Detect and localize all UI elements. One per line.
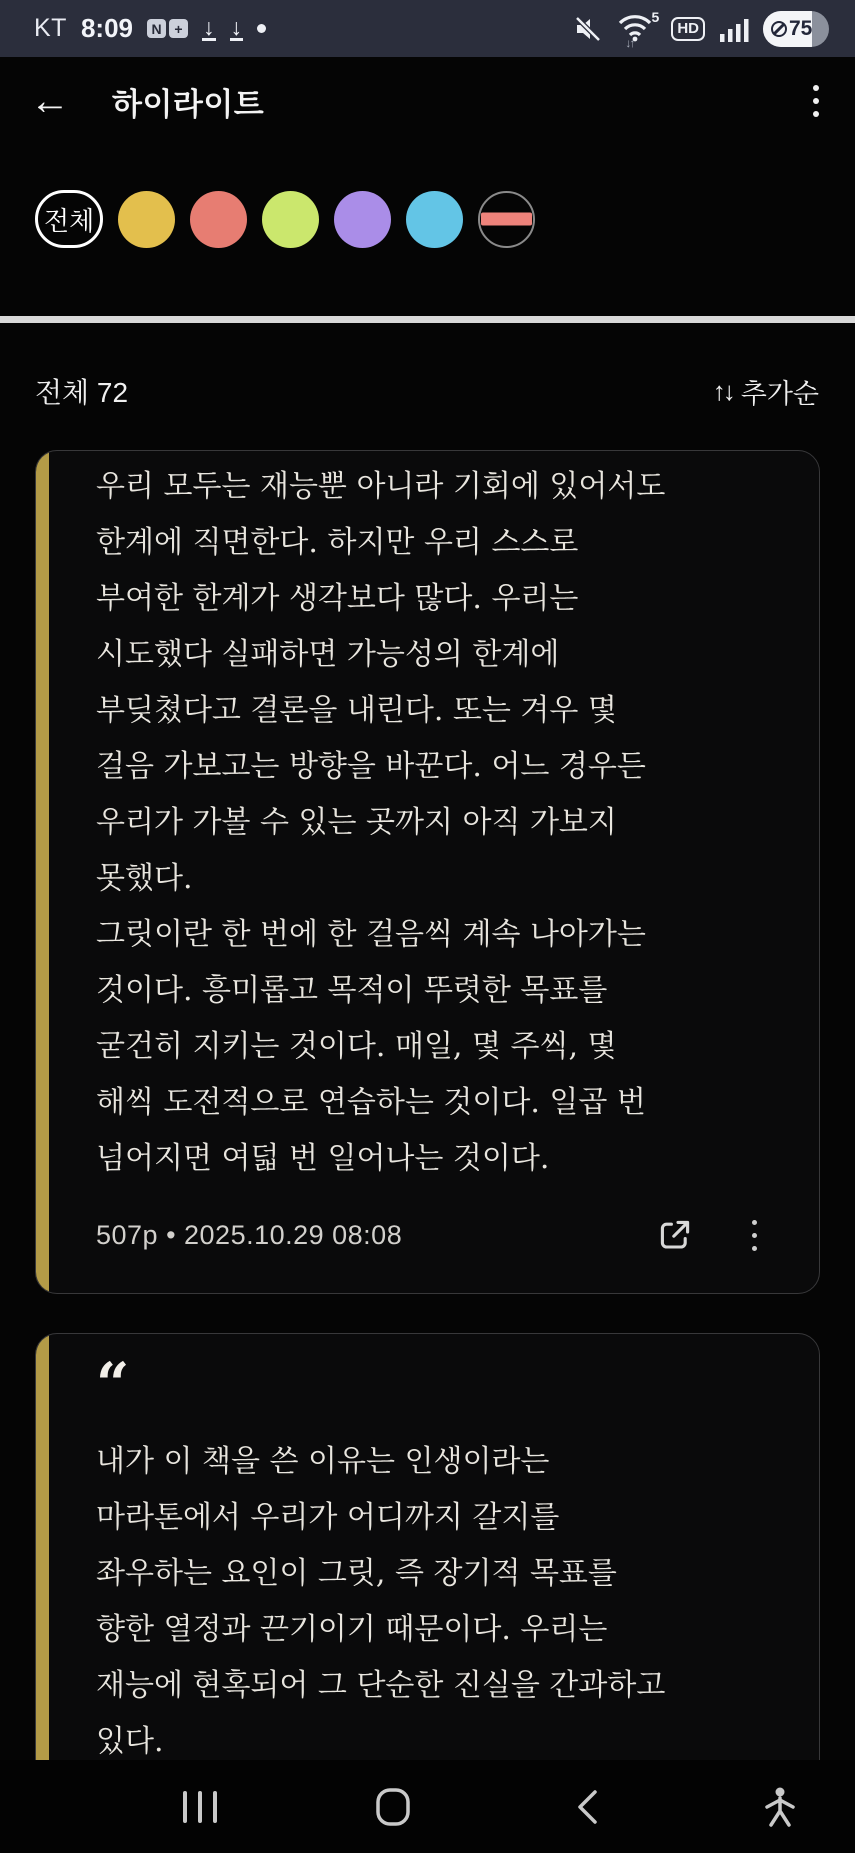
naver-badge-icon — [147, 19, 188, 38]
highlight-text — [96, 1434, 789, 1770]
recents-icon — [183, 1791, 217, 1823]
highlight-text-line: 좌우하는 요인이 그릿, 즉 장기적 목표를 — [96, 1556, 617, 1591]
wifi-5-icon — [617, 8, 660, 50]
power-saving-icon — [771, 21, 787, 37]
highlight-card[interactable] — [35, 450, 820, 1294]
recents-button[interactable] — [165, 1772, 235, 1842]
quote-icon: “ — [96, 1350, 130, 1418]
color-filter-chip[interactable] — [262, 191, 319, 248]
share-button[interactable] — [657, 1217, 693, 1253]
battery-icon — [763, 11, 829, 47]
system-nav-bar — [0, 1760, 855, 1853]
notification-dot-icon — [257, 24, 266, 33]
strike-stripe — [481, 213, 532, 226]
highlight-text-line: 해씩 도전적으로 연습하는 것이다. 일곱 번 — [96, 1085, 646, 1120]
highlight-card-body — [36, 1334, 819, 1800]
sort-label: 추가순 — [740, 378, 819, 409]
section-divider — [0, 316, 855, 323]
highlight-text-line: 내가 이 책을 쓴 이유는 인생이라는 — [96, 1444, 550, 1479]
highlight-text-line: 우리가 가볼 수 있는 곳까지 아직 가보지 — [96, 805, 617, 840]
highlight-meta: 507p • 2025.10.29 08:08 — [96, 1219, 403, 1250]
accessibility-button[interactable] — [745, 1772, 815, 1842]
hd-badge: HD — [671, 17, 705, 41]
status-bar — [0, 0, 855, 57]
app-header — [0, 57, 855, 145]
highlight-text-line: 부딪쳤다고 결론을 내린다. 또는 겨우 몇 — [96, 693, 617, 728]
color-chips — [118, 191, 463, 248]
wifi-traffic-arrows: ↓↑ — [625, 35, 634, 50]
highlight-count-label: 전체 72 — [35, 377, 129, 408]
sort-arrows-icon: ↑↓ — [712, 375, 733, 406]
highlight-text-line: 한계에 직면한다. 하지만 우리 스스로 — [96, 525, 579, 560]
badge-plus: + — [169, 19, 188, 38]
home-icon — [375, 1787, 411, 1827]
highlight-text-line: 그릿이란 한 번에 한 걸음씩 계속 나아가는 — [96, 917, 646, 952]
accessibility-icon — [760, 1785, 800, 1829]
download-icon: ↓ — [203, 13, 215, 40]
status-left — [34, 13, 266, 44]
highlight-text-line: 걸음 가보고는 방향을 바꾼다. 어느 경우든 — [96, 749, 646, 784]
sort-button[interactable] — [713, 372, 819, 411]
highlight-text-line: 넘어지면 여덟 번 일어나는 것이다. — [96, 1141, 550, 1176]
highlight-card-body — [36, 451, 819, 1293]
highlight-text-line: 못했다. — [96, 861, 193, 896]
highlight-text-line: 마라톤에서 우리가 어디까지 갈지를 — [96, 1500, 560, 1535]
page-title: 하이라이트 — [112, 86, 265, 122]
more-menu-button[interactable] — [807, 79, 825, 123]
download-icon: ↓ — [230, 13, 242, 40]
highlight-text-line: 향한 열정과 끈기이기 때문이다. 우리는 — [96, 1612, 608, 1647]
highlight-text-line: 것이다. 흥미롭고 목적이 뚜렷한 목표를 — [96, 973, 608, 1008]
home-button[interactable] — [358, 1772, 428, 1842]
wifi-5g-label: 5 — [651, 8, 660, 25]
back-button[interactable]: ← — [30, 79, 70, 123]
carrier-label: KT — [34, 14, 67, 42]
highlight-color-bar — [36, 451, 49, 1293]
highlight-text — [96, 459, 789, 1187]
highlight-color-filters — [0, 145, 855, 248]
highlight-text-line: 시도했다 실패하면 가능성의 한계에 — [96, 637, 560, 672]
status-right — [573, 8, 829, 50]
back-chevron-icon — [574, 1788, 600, 1826]
status-time: 8:09 — [80, 13, 133, 43]
battery-percent: 75 — [789, 16, 813, 40]
highlight-card-footer — [96, 1207, 789, 1263]
strikethrough-filter-chip[interactable] — [478, 191, 535, 248]
highlight-text-line: 굳건히 지키는 것이다. 매일, 몇 주씩, 몇 — [96, 1029, 617, 1064]
highlight-text-line: 있다. — [96, 1724, 164, 1759]
badge-n: N — [147, 19, 166, 38]
list-header — [0, 323, 855, 411]
card-more-button[interactable] — [748, 1216, 761, 1255]
color-filter-chip[interactable] — [334, 191, 391, 248]
highlight-text-line: 재능에 현혹되어 그 단순한 진실을 간과하고 — [96, 1668, 666, 1703]
mute-icon — [573, 14, 603, 44]
battery-inner — [763, 11, 829, 47]
back-nav-button[interactable] — [552, 1772, 622, 1842]
color-filter-chip[interactable] — [190, 191, 247, 248]
highlight-text-line: 우리 모두는 재능뿐 아니라 기회에 있어서도 — [96, 469, 666, 504]
share-export-icon — [657, 1217, 693, 1253]
highlight-text-line: 부여한 한계가 생각보다 많다. 우리는 — [96, 581, 579, 616]
signal-bars-icon — [719, 14, 749, 44]
color-filter-chip[interactable] — [406, 191, 463, 248]
color-filter-chip[interactable] — [118, 191, 175, 248]
filter-all-chip[interactable]: 전체 — [35, 190, 103, 248]
